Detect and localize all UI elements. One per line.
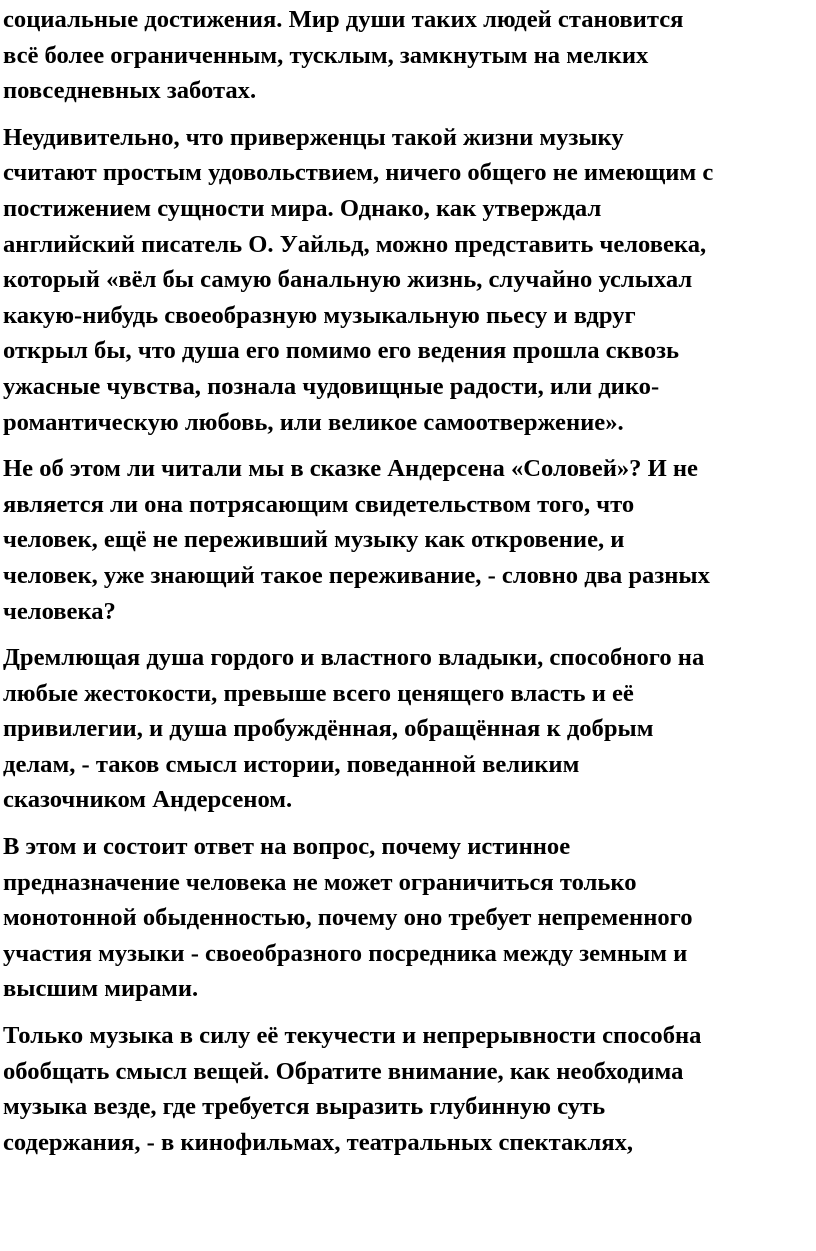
paragraph-4: Дремлющая душа гордого и властного владыки, способного на любые жестокости, превыше всего ценящего власть и её привилегии, и душа пробуждённая, обращённая к добрым делам, - таков смысл истории, поведанной великим сказочником Андерсеном.	[3, 644, 705, 814]
paragraph-3: Не об этом ли читали мы в сказке Андерсена «Соловей»? И не является ли она потрясающим свидетельством того, что человек, ещё не переживший музыку как откровение, и человек, уже знающий такое переживание, - словно два разных человека?	[3, 455, 710, 625]
paragraph-6: Только музыка в силу её текучести и непрерывности способна обобщать смысл вещей. Обратите внимание, как необходима музыка везде, где требуется выразить глубинную суть содержания, - в кинофильмах, театральных спектаклях,	[3, 1022, 702, 1156]
paragraph-2: Неудивительно, что приверженцы такой жизни музыку считают простым удовольствием, ничего общего не имеющим с постижением сущности мира. Однако, как утверждал английский писатель О. Уайльд, можно представить человека, который «вёл бы самую банальную жизнь, случайно услыхал какую-нибудь своеобразную музыкальную пьесу и вдруг открыл бы, что душа его помимо его ведения прошла сквозь ужасные чувства, познала чудовищные радости, или дико- романтическую любовь, или великое самоотвержение».	[3, 123, 714, 436]
paragraph-5: В этом и состоит ответ на вопрос, почему истинное предназначение человека не может ограничиться только монотонной обыденностью, почему оно требует непременного участия музыки - своеобразного посредника между земным и высшим мирами.	[3, 833, 693, 1003]
paragraph-1: социальные достижения. Мир души таких людей становится всё более ограниченным, тусклым, замкнутым на мелких повседневных заботах.	[3, 6, 684, 105]
